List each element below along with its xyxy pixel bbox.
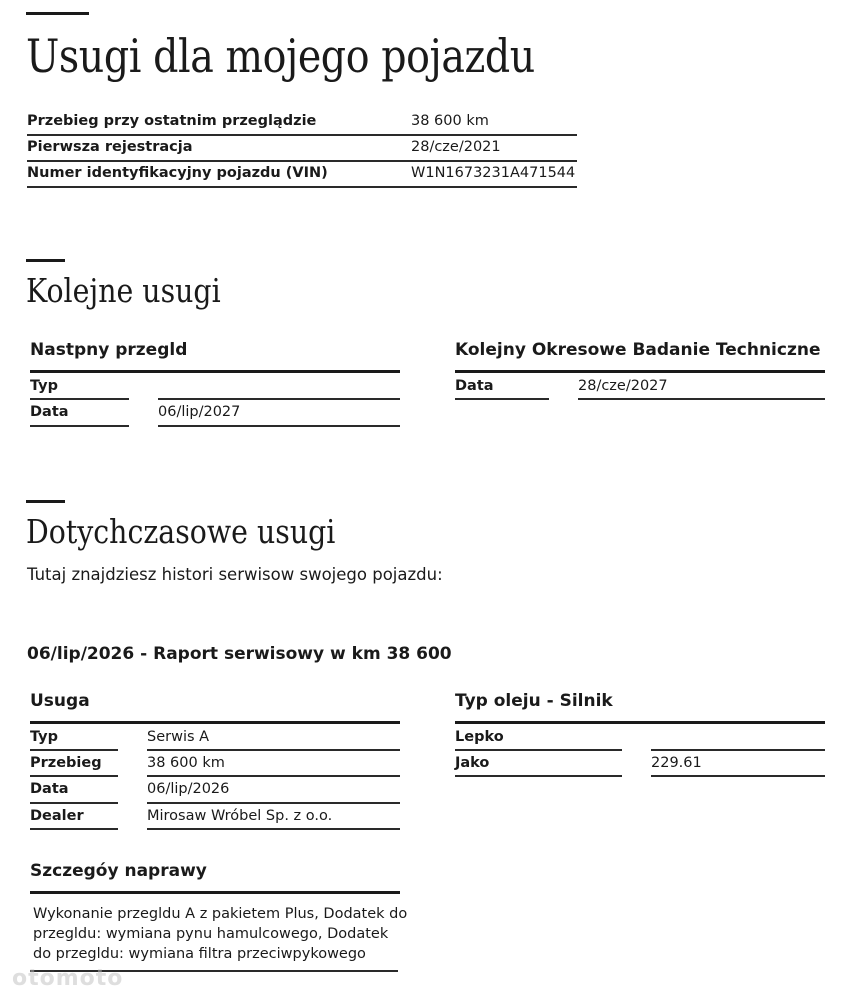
page-title: Usugi dla mojego pojazdu <box>26 29 535 83</box>
divider <box>651 749 825 751</box>
service-date-value: 06/lip/2026 <box>147 781 230 797</box>
watermark: otomoto <box>12 966 124 991</box>
repair-details-line: Wykonanie przegldu A z pakietem Plus, Dodatek do <box>33 906 408 922</box>
dealer-label: Dealer <box>30 808 84 824</box>
oil-heading: Typ oleju - Silnik <box>455 691 613 711</box>
divider <box>27 160 577 162</box>
divider <box>30 749 118 751</box>
upcoming-services-heading: Kolejne usugi <box>26 271 221 310</box>
repair-details-line: przegldu: wymiana pynu hamulcowego, Dodatek <box>33 926 389 942</box>
repair-details-line: do przegldu: wymiana filtra przeciwpykowego <box>33 946 366 962</box>
service-history-heading: Dotychczasowe usugi <box>26 512 336 551</box>
quality-label: Jako <box>455 755 490 771</box>
section-accent-rule <box>26 259 65 262</box>
divider <box>651 775 825 777</box>
repair-details-text <box>33 904 407 964</box>
divider <box>147 802 400 804</box>
mileage-label: Przebieg przy ostatnim przeglądzie <box>27 113 317 129</box>
viscosity-label: Lepko <box>455 729 504 745</box>
divider <box>147 828 400 830</box>
panel-rule <box>455 721 825 724</box>
mileage-value: 38 600 km <box>411 113 489 129</box>
service-mileage-label: Przebieg <box>30 755 102 771</box>
technical-check-heading: Kolejny Okresowe Badanie Techniczne <box>455 340 821 360</box>
service-heading: Usuga <box>30 691 90 711</box>
service-type-label: Typ <box>30 729 59 745</box>
divider <box>455 775 622 777</box>
divider <box>30 775 118 777</box>
divider <box>27 186 577 188</box>
service-type-value: Serwis A <box>147 729 210 745</box>
type-label: Typ <box>30 378 59 394</box>
panel-rule <box>30 370 400 373</box>
divider <box>27 134 577 136</box>
next-inspection-heading: Nastpny przegld <box>30 340 188 360</box>
service-mileage-value: 38 600 km <box>147 755 225 771</box>
vin-label: Numer identyfikacyjny pojazdu (VIN) <box>27 165 328 181</box>
service-history-intro: Tutaj znajdziesz histori serwisow swojego pojazdu: <box>27 565 443 584</box>
divider <box>578 398 825 400</box>
date-value: 06/lip/2027 <box>158 404 241 420</box>
divider <box>30 425 129 427</box>
divider <box>30 398 129 400</box>
dealer-value: Mirosaw Wróbel Sp. z o.o. <box>147 808 333 824</box>
divider <box>455 398 549 400</box>
service-date-label: Data <box>30 781 69 797</box>
divider <box>147 775 400 777</box>
section-accent-rule <box>26 500 65 503</box>
panel-rule <box>30 721 400 724</box>
service-report-title: 06/lip/2026 - Raport serwisowy w km 38 600 <box>27 644 452 664</box>
quality-value: 229.61 <box>651 755 702 771</box>
repair-details-heading: Szczegóy naprawy <box>30 861 207 881</box>
date-value: 28/cze/2027 <box>578 378 668 394</box>
divider <box>147 749 400 751</box>
vin-value: W1N1673231A471544 <box>411 165 576 181</box>
divider <box>30 828 118 830</box>
divider <box>158 398 400 400</box>
divider <box>455 749 622 751</box>
panel-rule <box>455 370 825 373</box>
panel-rule <box>30 891 400 894</box>
first-registration-label: Pierwsza rejestracja <box>27 139 193 155</box>
divider <box>158 425 400 427</box>
date-label: Data <box>455 378 494 394</box>
first-registration-value: 28/cze/2021 <box>411 139 501 155</box>
divider <box>30 802 118 804</box>
date-label: Data <box>30 404 69 420</box>
title-accent-rule <box>26 12 89 15</box>
